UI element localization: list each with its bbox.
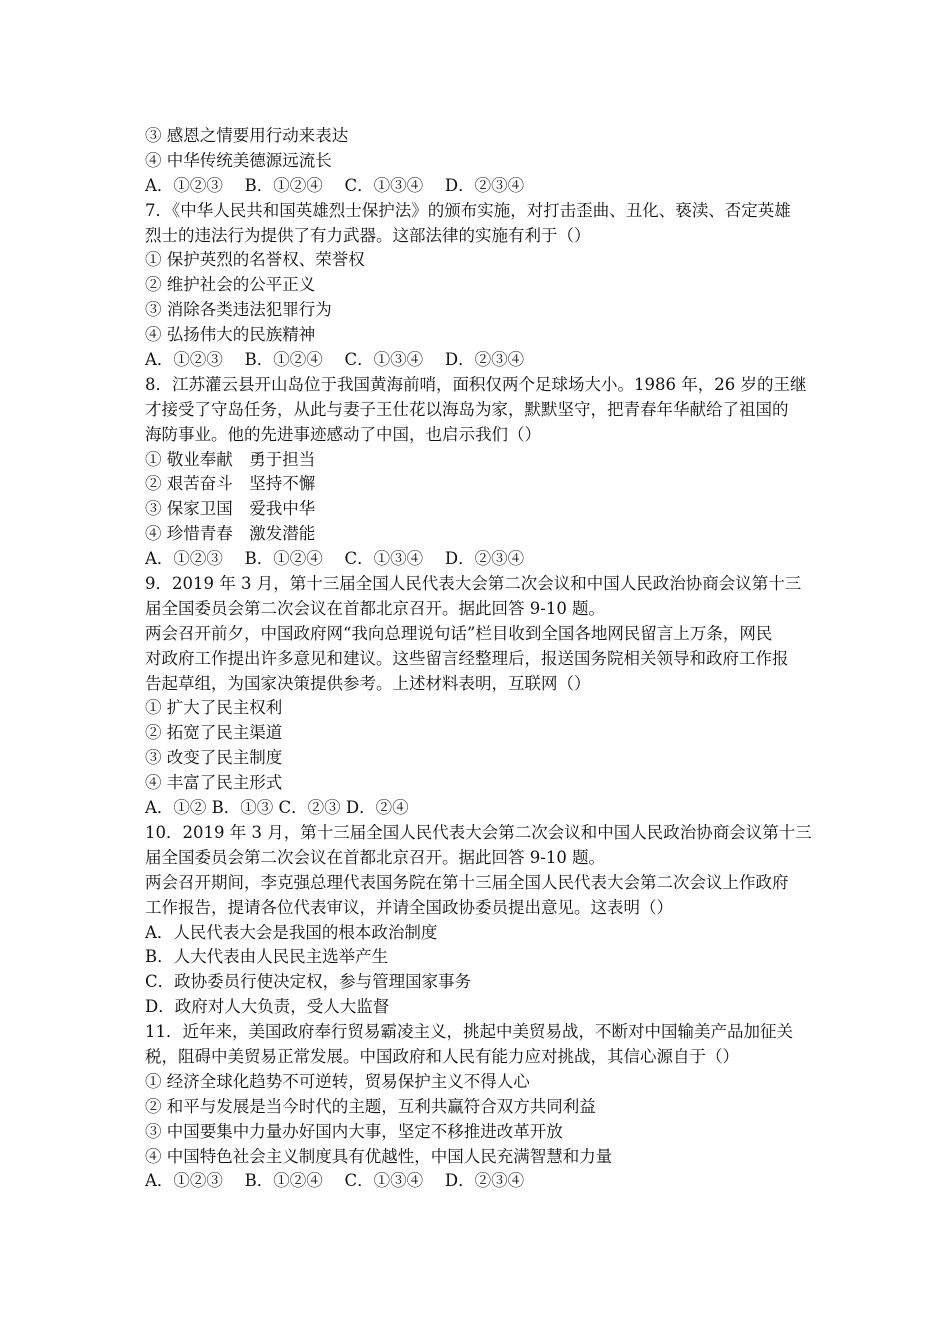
q7-stem-line-1: 7．《中华人民共和国英雄烈士保护法》的颁布实施，对打击歪曲、丑化、亵渎、否定英雄: [145, 200, 791, 220]
q10-option-d: D．政府对人大负责，受人大监督: [145, 997, 390, 1017]
q8-option-2: ② 艰苦奋斗 坚持不懈: [145, 474, 316, 494]
q9-material-line-2: 对政府工作提出许多意见和建议。这些留言经整理后，报送国务院相关领导和政府工作报: [145, 648, 789, 668]
q8-answers: A．①②③ B．①②④ C．①③④ D．②③④: [145, 549, 525, 569]
q9-material-line-3: 告起草组，为国家决策提供参考。上述材料表明，互联网（）: [145, 673, 591, 693]
q10-material-line-2: 工作报告，提请各位代表审议，并请全国政协委员提出意见。这表明（）: [145, 897, 673, 917]
q10-material-line-1: 两会召开期间，李克强总理代表国务院在第十三届全国人民代表大会第二次会议上作政府: [145, 872, 789, 892]
q10-option-b: B．人大代表由人民民主选举产生: [145, 947, 389, 967]
q9-option-2: ② 拓宽了民主渠道: [145, 723, 283, 743]
q9-stem-line-1: 9．2019 年 3 月，第十三届全国人民代表大会第二次会议和中国人民政治协商会议第十三: [145, 574, 802, 594]
q8-stem-line-1: 8．江苏灌云县开山岛位于我国黄海前哨，面积仅两个足球场大小。1986 年，26 岁的王继: [145, 374, 807, 394]
q7-option-3: ③ 消除各类违法犯罪行为: [145, 300, 332, 320]
q6-option-3: ③ 感恩之情要用行动来表达: [145, 126, 349, 145]
q11-option-3: ③ 中国要集中力量办好国内大事，坚定不移推进改革开放: [145, 1121, 563, 1141]
q8-option-4: ④ 珍惜青春 激发潜能: [145, 524, 316, 544]
q8-stem-line-2: 才接受了守岛任务，从此与妻子王仕花以海岛为家，默默坚守，把青春年华献给了祖国的: [145, 399, 789, 419]
q7-option-4: ④ 弘扬伟大的民族精神: [145, 325, 316, 345]
q10-option-a: A．人民代表大会是我国的根本政治制度: [145, 922, 438, 942]
q10-option-c: C．政协委员行使决定权，参与管理国家事务: [145, 972, 472, 992]
q9-option-1: ① 扩大了民主权利: [145, 698, 283, 718]
q11-option-4: ④ 中国特色社会主义制度具有优越性，中国人民充满智慧和力量: [145, 1146, 613, 1166]
q8-option-3: ③ 保家卫国 爱我中华: [145, 499, 316, 519]
q9-option-3: ③ 改变了民主制度: [145, 748, 283, 768]
q8-option-1: ① 敬业奉献 勇于担当: [145, 449, 316, 469]
q10-stem-line-2: 届全国委员会第二次会议在首都北京召开。据此回答 9-10 题。: [145, 847, 606, 867]
q7-answers: A．①②③ B．①②④ C．①③④ D．②③④: [145, 350, 525, 370]
q11-option-1: ① 经济全球化趋势不可逆转，贸易保护主义不得人心: [145, 1071, 530, 1091]
q7-option-2: ② 维护社会的公平正义: [145, 275, 316, 295]
q11-stem-line-2: 税，阻碍中美贸易正常发展。中国政府和人民有能力应对挑战，其信心源自于（）: [145, 1046, 739, 1066]
q10-stem-line-1: 10．2019 年 3 月，第十三届全国人民代表大会第二次会议和中国人民政治协商会议第十三: [145, 822, 812, 842]
q11-answers: A．①②③ B．①②④ C．①③④ D．②③④: [145, 1171, 525, 1191]
q6-answers: A．①②③ B．①②④ C．①③④ D．②③④: [145, 175, 525, 195]
q8-stem-line-3: 海防事业。他的先进事迹感动了中国，也启示我们（）: [145, 424, 541, 444]
q7-stem-line-2: 烈士的违法行为提供了有力武器。这部法律的实施有利于（）: [145, 225, 591, 245]
q9-answers: A．①② B．①③ C．②③ D．②④: [145, 798, 409, 818]
document-page: [145, 124, 825, 1194]
q9-stem-line-2: 届全国委员会第二次会议在首都北京召开。据此回答 9-10 题。: [145, 598, 606, 618]
q11-stem-line-1: 11．近年来，美国政府奉行贸易霸凌主义，挑起中美贸易战，不断对中国输美产品加征关: [145, 1022, 793, 1042]
q7-option-1: ① 保护英烈的名誉权、荣誉权: [145, 250, 365, 270]
q9-option-4: ④ 丰富了民主形式: [145, 773, 283, 793]
q6-option-4: ④ 中华传统美德源远流长: [145, 150, 332, 170]
q11-option-2: ② 和平与发展是当今时代的主题，互利共赢符合双方共同利益: [145, 1096, 596, 1116]
q9-material-line-1: 两会召开前夕，中国政府网“我向总理说句话”栏目收到全国各地网民留言上万条，网民: [145, 623, 773, 643]
